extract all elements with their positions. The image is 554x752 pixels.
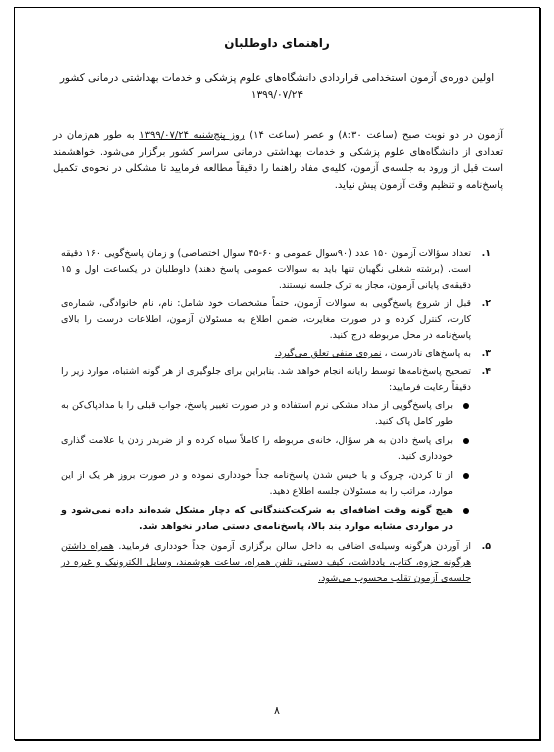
bullet-icon: [463, 473, 469, 479]
bullet-item: [61, 503, 471, 535]
rules-list: [61, 246, 491, 589]
item-number: ۲.: [481, 298, 491, 309]
exam-heading: [55, 70, 499, 104]
item-text: تصحیح پاسخ‌نامه‌ها توسط رایانه انجام خواهد شد. بنابراین برای جلوگیری از هر گونه اشتباه، موارد زیر را دقیقاً رعایت فرمایید:: [61, 366, 471, 393]
bullet-text: از تا کردن، چروک و یا خیس شدن پاسخ‌نامه جداً خودداری نموده و در صورت بروز هر یک از این موارد، مراتب را به مسئولان جلسه اطلاع دهید.: [61, 470, 453, 497]
item-number: ۴.: [481, 366, 491, 377]
intro-paragraph: [53, 128, 503, 194]
item-number: ۱.: [481, 248, 491, 259]
item-text-underlined: همراه داشتن هرگونه جزوه، کتاب، یادداشت، کیف دستی، تلفن همراه، ساعت هوشمند، وسایل الکترونیک و غیره در جلسه‌ی آزمون تقلب محسوب می‌شود.: [61, 541, 471, 584]
item-text: تعداد سؤالات آزمون ۱۵۰ عدد (۹۰سوال عمومی و ۶۰-۴۵ سوال اختصاصی) و زمان پاسخ‌گویی ۱۶۰ دقیقه است. (برشته شغلی نگهبان تنها باید به سوالات عمومی پاسخ دهند) داوطلبان در یکساعت اول و ۱۵ دقیقه‌ی پایانی آزمون، مجاز به ترک جلسه نیستند.: [61, 248, 471, 291]
exam-name: اولین دوره‌ی آزمون استخدامی قراردادی دانشگاه‌های علوم پزشکی و خدمات بهداشتی درمانی کشور: [59, 72, 495, 84]
bullet-text: برای پاسخ‌گویی از مداد مشکی نرم استفاده و در صورت تغییر پاسخ، جواب قبلی را با مدادپاک‌کن به طور کامل پاک کنید.: [61, 400, 453, 427]
exam-date: ۱۳۹۹/۰۷/۲۴: [250, 89, 304, 101]
intro-date-underlined: روز پنج‌شنبه ۱۳۹۹/۰۷/۲۴: [139, 130, 245, 141]
list-item: [61, 346, 491, 362]
list-item: [61, 296, 491, 344]
document-title: راهنمای داوطلبان: [224, 36, 330, 50]
bullet-item: [61, 433, 471, 465]
bullet-text: برای پاسخ دادن به هر سؤال، خانه‌ی مربوطه را کاملاً سیاه کرده و از ضربدر زدن یا علامت گذاری خودداری کنید.: [61, 435, 453, 462]
item-text: از آوردن هرگونه وسیله‌ی اضافی به داخل سالن برگزاری آزمون جداً خودداری فرمایید.: [118, 541, 471, 552]
bullet-item: [61, 398, 471, 430]
bullet-icon: [463, 438, 469, 444]
item-text: به پاسخ‌های نادرست ،: [384, 348, 471, 359]
page-number: ۸: [274, 704, 280, 717]
item-text: قبل از شروع پاسخ‌گویی به سوالات آزمون، حتماً مشخصات خود شامل: نام، نام خانوادگی، شماره‌ی کارت، کنترل کرده و در صورت مغایرت، ضمن اطلاع به مسئولان آزمون، اطلاعات درست را بالای پاسخ‌نامه در محل مربوطه درج کنید.: [61, 298, 471, 341]
item-number: ۵.: [481, 541, 491, 552]
bullet-item: [61, 468, 471, 500]
list-item: [61, 364, 491, 535]
document-page: [14, 7, 540, 740]
intro-text-2: به طور هم‌زمان در تعدادی از دانشگاه‌های علوم پزشکی و خدمات بهداشتی درمانی سراسر کشور برگزار می‌شود. خواهشمند است قبل از ورود به جلسه‌ی آزمون، کلیه‌ی مفاد راهنما را دقیقاً مطالعه فرمایید تا مشکلی در نحوه‌ی تکمیل پاسخ‌نامه و تنظیم وقت آزمون پیش نیاید.: [53, 130, 503, 191]
list-item: [61, 246, 491, 294]
item-number: ۳.: [481, 348, 491, 359]
bullet-icon: [463, 508, 469, 514]
item-text-underlined: نمره‌ی منفی تعلق می‌گیرد.: [274, 348, 382, 359]
bullet-text: هیچ گونه وقت اضافه‌ای به شرکت‌کنندگانی که دچار مشکل شده‌اند داده نمی‌شود و در مواردی مشابه موارد بند بالا، پاسخ‌نامه‌ی دستی صادر نخواهد شد.: [61, 505, 453, 532]
list-item: [61, 539, 491, 587]
intro-text-1: آزمون در دو نوبت صبح (ساعت ۸:۳۰) و عصر (ساعت ۱۴): [249, 130, 503, 141]
bullet-icon: [463, 403, 469, 409]
bullet-list: [61, 398, 471, 535]
